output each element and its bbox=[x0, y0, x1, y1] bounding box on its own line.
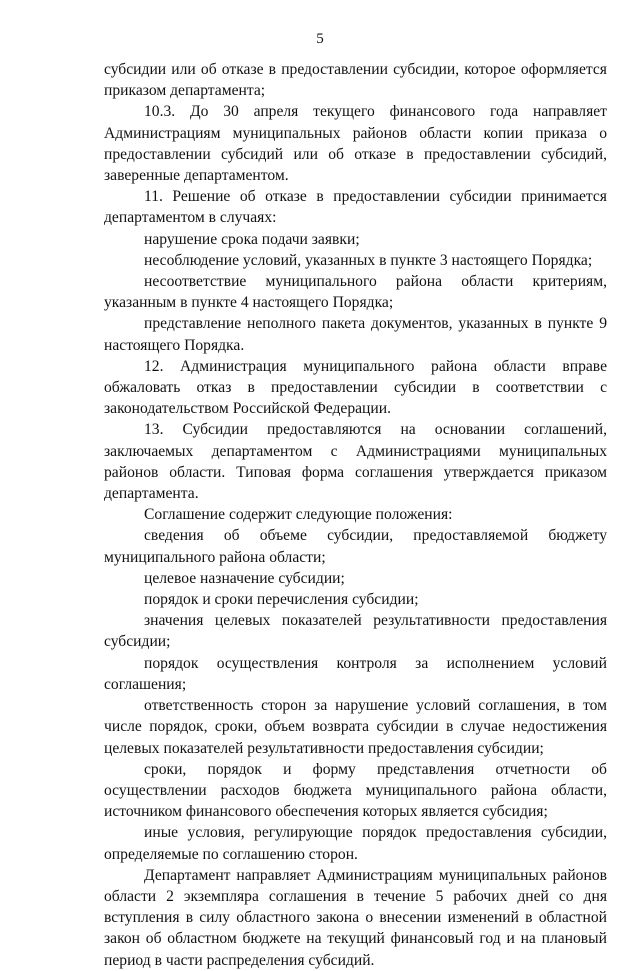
paragraph-10-3: 10.3. До 30 апреля текущего финансового года направляет Администрациям муниципальных районов области копии приказа о предоставлении субсидий или об отказе в предоставлении субсидий, заверенные департаментом. bbox=[104, 103, 607, 185]
list-item-refusal-2: несоблюдение условий, указанных в пункте 3 настоящего Порядка; bbox=[144, 251, 593, 269]
agreement-item-3: порядок и сроки перечисления субсидии; bbox=[144, 591, 419, 609]
list-item-refusal-4: представление неполного пакета документов, указанных в пункте 9 настоящего Порядка. bbox=[104, 315, 607, 354]
document-body bbox=[104, 59, 607, 971]
paragraph-11: 11. Решение об отказе в предоставлении субсидии принимается департаментом в случаях: bbox=[104, 188, 607, 227]
paragraph-department-sends: Департамент направляет Администрациям муниципальных районов области 2 экземпляра соглашения в течение 5 рабочих дней со дня вступления в силу областного закона о внесении изменений в областной закон об областном бюджете на текущий финансовый год и на плановый период в части распределения субсидий. bbox=[104, 866, 607, 969]
paragraph-12: 12. Администрация муниципального района области вправе обжаловать отказ в предоставлении субсидии в соответствии с законодательством Российской Федерации. bbox=[104, 357, 607, 418]
page-number: 5 bbox=[316, 31, 324, 47]
agreement-intro: Соглашение содержит следующие положения: bbox=[144, 506, 453, 524]
paragraph-continuation: субсидии или об отказе в предоставлении субсидии, которое оформляется приказом департамента; bbox=[104, 61, 607, 100]
agreement-item-7: сроки, порядок и форму представления отчетности об осуществлении расходов бюджета муниципального района области, источником финансового обеспечения которых является субсидия; bbox=[104, 760, 607, 821]
list-item-refusal-1: нарушение срока подачи заявки; bbox=[144, 230, 360, 248]
agreement-item-8: иные условия, регулирующие порядок предоставления субсидии, определяемые по соглашению сторон. bbox=[104, 824, 607, 863]
paragraph-13: 13. Субсидии предоставляются на основании соглашений, заключаемых департаментом с Администрациями муниципальных районов области. Типовая форма соглашения утверждается приказом департамента. bbox=[104, 421, 607, 503]
agreement-item-6: ответственность сторон за нарушение условий соглашения, в том числе порядок, сроки, объем возврата субсидии в случае недостижения целевых показателей результативности предоставления субсидии; bbox=[104, 697, 607, 757]
agreement-item-1: сведения об объеме субсидии, предоставляемой бюджету муниципального района области; bbox=[104, 527, 607, 566]
list-item-refusal-3: несоответствие муниципального района области критериям, указанным в пункте 4 настоящего Порядка; bbox=[104, 273, 607, 312]
agreement-item-5: порядок осуществления контроля за исполнением условий соглашения; bbox=[104, 654, 607, 693]
agreement-item-2: целевое назначение субсидии; bbox=[144, 569, 345, 587]
agreement-item-4: значения целевых показателей результативности предоставления субсидии; bbox=[104, 612, 607, 651]
